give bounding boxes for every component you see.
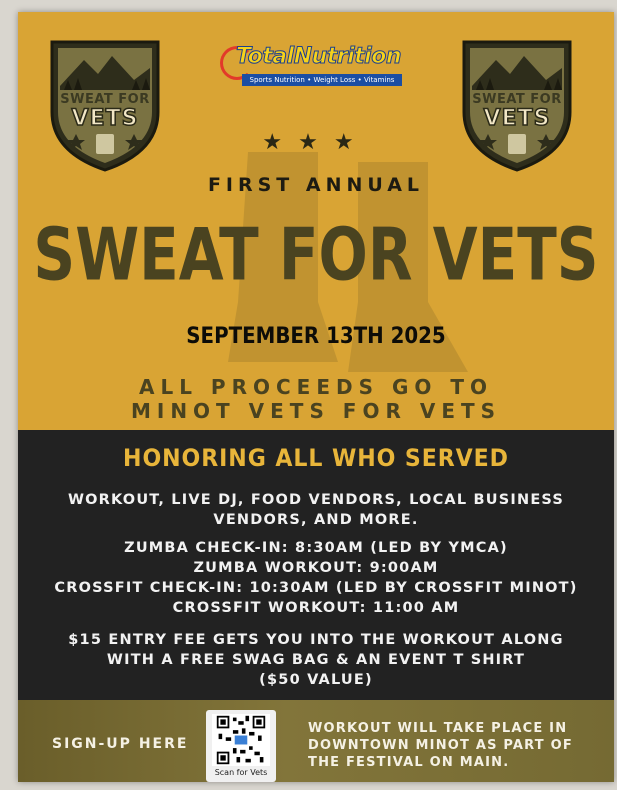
fee-line-3: ($50 VALUE) [259, 672, 373, 688]
location-line-2: DOWNTOWN MINOT AS PART OF [308, 738, 573, 753]
signup-qr-code[interactable] [206, 710, 276, 782]
stars-icon: ★★★ [262, 130, 370, 155]
schedule-item: CROSSFIT WORKOUT: 11:00 AM [172, 600, 460, 616]
signup-label: SIGN-UP HERE [52, 736, 189, 752]
badge-line-1: SWEAT FOR [472, 92, 562, 107]
proceeds-note [18, 375, 614, 423]
activities-line-2: VENDORS, AND MORE. [213, 512, 419, 528]
qr-caption: Scan for Vets [214, 768, 268, 777]
details-heading: HONORING ALL WHO SERVED [123, 444, 509, 472]
event-flyer [18, 12, 614, 782]
total-nutrition-logo [218, 42, 414, 92]
signup-band [18, 700, 614, 782]
schedule-item: CROSSFIT CHECK-IN: 10:30AM (LED BY CROSSFIT MINOT) [54, 580, 578, 596]
badge-line-1: SWEAT FOR [60, 92, 150, 107]
event-date: SEPTEMBER 13TH 2025 [186, 324, 446, 349]
badge-line-2: VETS [71, 106, 139, 131]
fee-line-1: $15 ENTRY FEE GETS YOU INTO THE WORKOUT ALONG [68, 632, 564, 648]
event-kicker: FIRST ANNUAL [207, 174, 425, 196]
proceeds-line-2: MINOT VETS FOR VETS [130, 399, 502, 423]
fee-line-2: WITH A FREE SWAG BAG & AN EVENT T SHIRT [106, 652, 526, 668]
location-line-3: THE FESTIVAL ON MAIN. [308, 755, 510, 770]
event-title: SWEAT FOR VETS [33, 212, 599, 297]
location-line-1: WORKOUT WILL TAKE PLACE IN [308, 721, 568, 736]
activities-line-1: WORKOUT, LIVE DJ, FOOD VENDORS, LOCAL BUSINESS [67, 492, 565, 508]
location-note [308, 720, 588, 771]
schedule-item: ZUMBA WORKOUT: 9:00AM [193, 560, 439, 576]
schedule-item: ZUMBA CHECK-IN: 8:30AM (LED BY YMCA) [124, 540, 508, 556]
badge-line-2: VETS [483, 106, 551, 131]
proceeds-line-1: ALL PROCEEDS GO TO [139, 375, 493, 399]
logo-tagline: Sports Nutrition • Weight Loss • Vitamins [242, 74, 402, 86]
details-panel [18, 430, 614, 700]
logo-name: TotalNutrition [236, 44, 402, 69]
qr-code-icon[interactable] [212, 714, 270, 766]
